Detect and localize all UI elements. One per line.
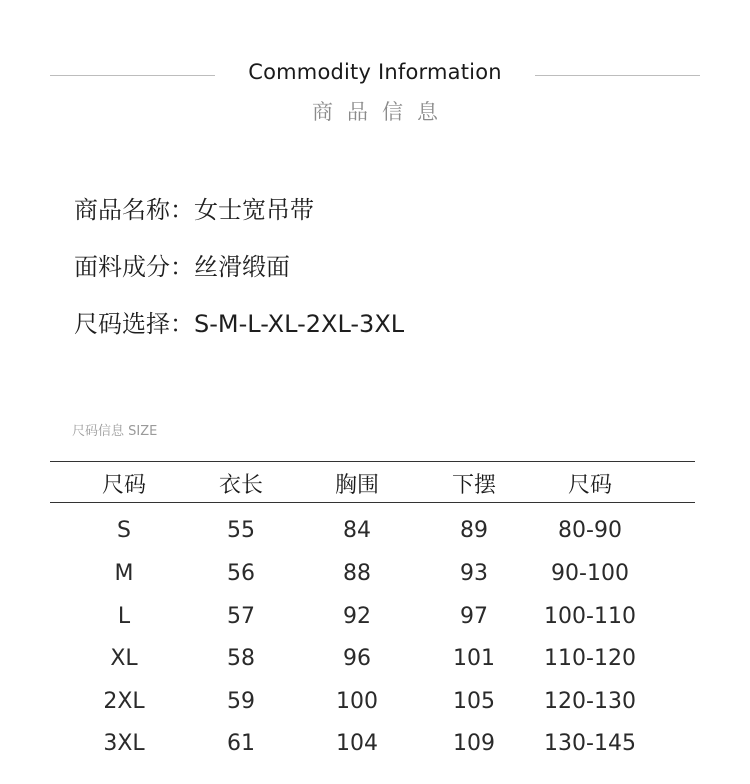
table-cell: 100	[336, 689, 378, 714]
table-cell: 96	[343, 646, 371, 671]
table-cell: 55	[227, 518, 255, 543]
table-cell: 100-110	[544, 604, 636, 629]
table-cell: 93	[460, 561, 488, 586]
size-table-caption: 尺码信息 SIZE	[72, 424, 158, 439]
column-header-size: 尺码	[101, 473, 146, 498]
table-header-rule	[50, 502, 695, 503]
table-cell: 110-120	[544, 646, 636, 671]
table-cell: 105	[453, 689, 495, 714]
table-top-rule	[50, 461, 695, 462]
table-cell: 56	[227, 561, 255, 586]
table-cell: 2XL	[103, 689, 145, 714]
table-cell: 120-130	[544, 689, 636, 714]
size-options-line	[74, 304, 404, 339]
product-name-label: 商品名称：	[74, 196, 194, 224]
table-cell: M	[114, 561, 134, 586]
fabric-value: 丝滑缎面	[194, 253, 290, 281]
table-cell: 97	[460, 604, 488, 629]
table-cell: 80-90	[558, 518, 622, 543]
product-name-line	[74, 190, 314, 225]
size-options-label: 尺码选择：	[74, 310, 194, 338]
table-cell: 3XL	[103, 731, 145, 756]
table-cell: 101	[453, 646, 495, 671]
table-cell: 59	[227, 689, 255, 714]
table-cell: 130-145	[544, 731, 636, 756]
product-name-value: 女士宽吊带	[194, 196, 314, 224]
page-title-chinese: 商品信息	[312, 100, 452, 124]
size-options-value: S-M-L-XL-2XL-3XL	[194, 310, 405, 338]
column-header-bust: 胸围	[334, 473, 379, 498]
table-cell: 109	[453, 731, 495, 756]
table-cell: L	[117, 604, 131, 629]
table-cell: S	[117, 518, 131, 543]
column-header-hem: 下摆	[451, 473, 496, 498]
column-header-size-range: 尺码	[567, 473, 612, 498]
table-cell: 90-100	[551, 561, 629, 586]
table-cell: 84	[343, 518, 371, 543]
fabric-label: 面料成分：	[74, 253, 194, 281]
table-cell: 92	[343, 604, 371, 629]
table-cell: 88	[343, 561, 371, 586]
page-title-english: Commodity Information	[248, 60, 502, 84]
fabric-line	[74, 247, 290, 282]
table-cell: 61	[227, 731, 255, 756]
table-cell: 58	[227, 646, 255, 671]
table-cell: 104	[336, 731, 378, 756]
table-cell: 89	[460, 518, 488, 543]
column-header-length: 衣长	[218, 473, 263, 498]
table-cell: 57	[227, 604, 255, 629]
table-cell: XL	[110, 646, 138, 671]
